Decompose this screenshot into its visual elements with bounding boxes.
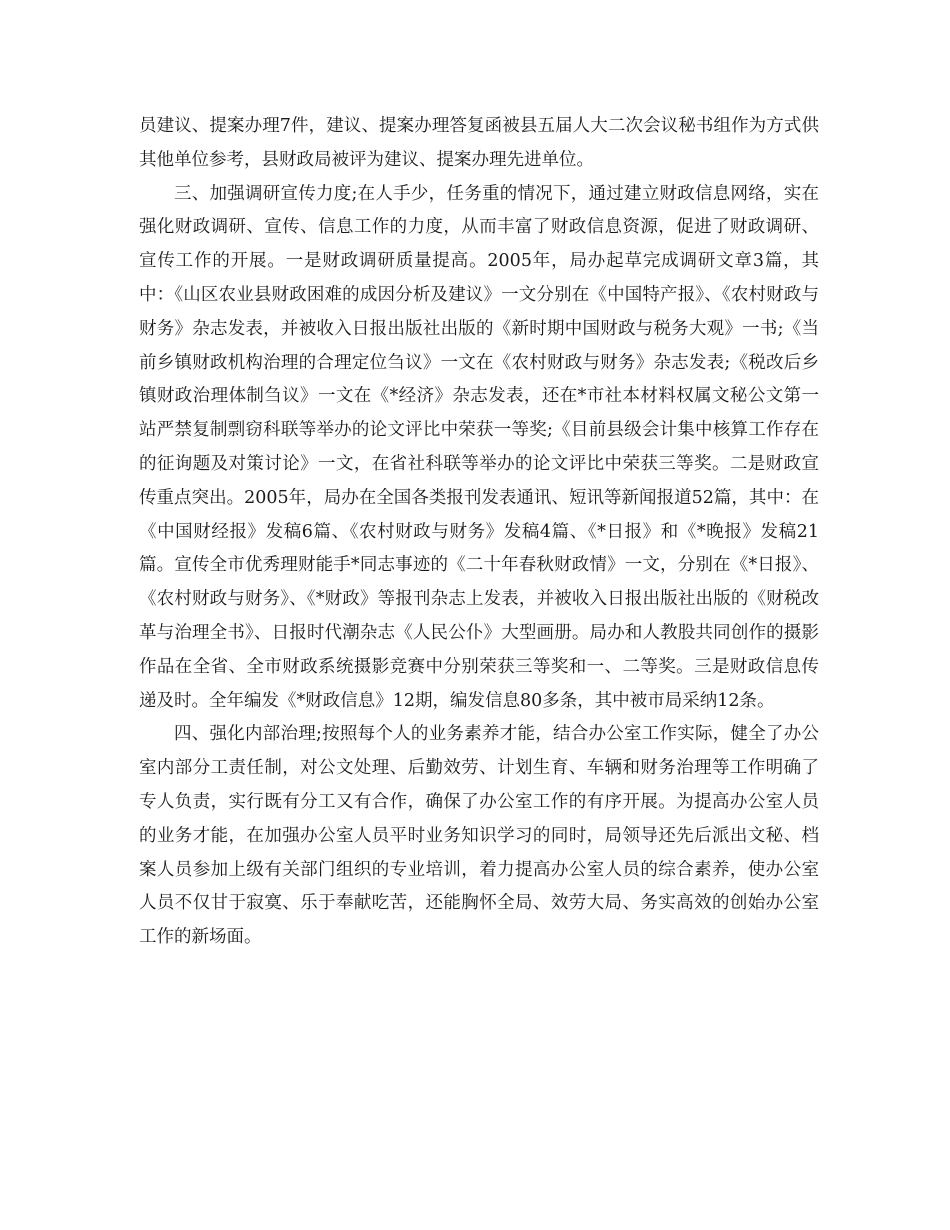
paragraph-2: 三、加强调研宣传力度;在人手少，任务重的情况下，通过建立财政信息网络，实在强化财政调研、宣传、信息工作的力度，从而丰富了财政信息资源，促进了财政调研、宣传工作的开展。一是财政调研质量提高。2005年，局办起草完成调研文章3篇，其中：《山区农业县财政困难的成因分析及建议》一文分别在《中国特产报》、《农村财政与财务》杂志发表，并被收入日报出版社出版的《新时期中国财政与税务大观》一书;《当前乡镇财政机构治理的合理定位刍议》一文在《农村财政与财务》杂志发表;《税改后乡镇财政治理体制刍议》一文在《*经济》杂志发表，还在*市社本材料权属文秘公文第一站严禁复制剽窃科联等举办的论文评比中荣获一等奖;《目前县级会计集中核算工作存在的征询题及对策讨论》一文，在省社科联等举办的论文评比中荣获三等奖。二是财政宣传重点突出。2005年，局办在全国各类报刊发表通讯、短讯等新闻报道52篇，其中：在《中国财经报》发稿6篇、《农村财政与财务》发稿4篇、《*日报》和《*晚报》发稿21篇。宣传全市优秀理财能手*同志事迹的《二十年春秋财政情》一文，分别在《*日报》、《农村财政与财务》、《*财政》等报刊杂志上发表，并被收入日报出版社出版的《财税改革与治理全书》、日报时代潮杂志《人民公仆》大型画册。局办和人教股共同创作的摄影作品在全省、全市财政系统摄影竞赛中分别荣获三等奖和一、二等奖。三是财政信息传递及时。全年编发《*财政信息》12期，编发信息80多条，其中被市局采纳12条。 [139,183,819,711]
paragraph-3: 四、强化内部治理;按照每个人的业务素养才能，结合办公室工作实际，健全了办公室内部分工责任制，对公文处理、后勤效劳、计划生育、车辆和财务治理等工作明确了专人负责，实行既有分工又有合作，确保了办公室工作的有序开展。为提高办公室人员的业务才能，在加强办公室人员平时业务知识学习的同时，局领导还先后派出文秘、档案人员参加上级有关部门组织的专业培训，着力提高办公室人员的综合素养，使办公室人员不仅甘于寂寞、乐于奉献吃苦，还能胸怀全局、效劳大局、务实高效的创始办公室工作的新场面。 [139,724,819,948]
paragraph-1: 员建议、提案办理7件，建议、提案办理答复函被县五届人大二次会议秘书组作为方式供其他单位参考，县财政局被评为建议、提案办理先进单位。 [139,116,819,170]
document-body [139,110,819,955]
